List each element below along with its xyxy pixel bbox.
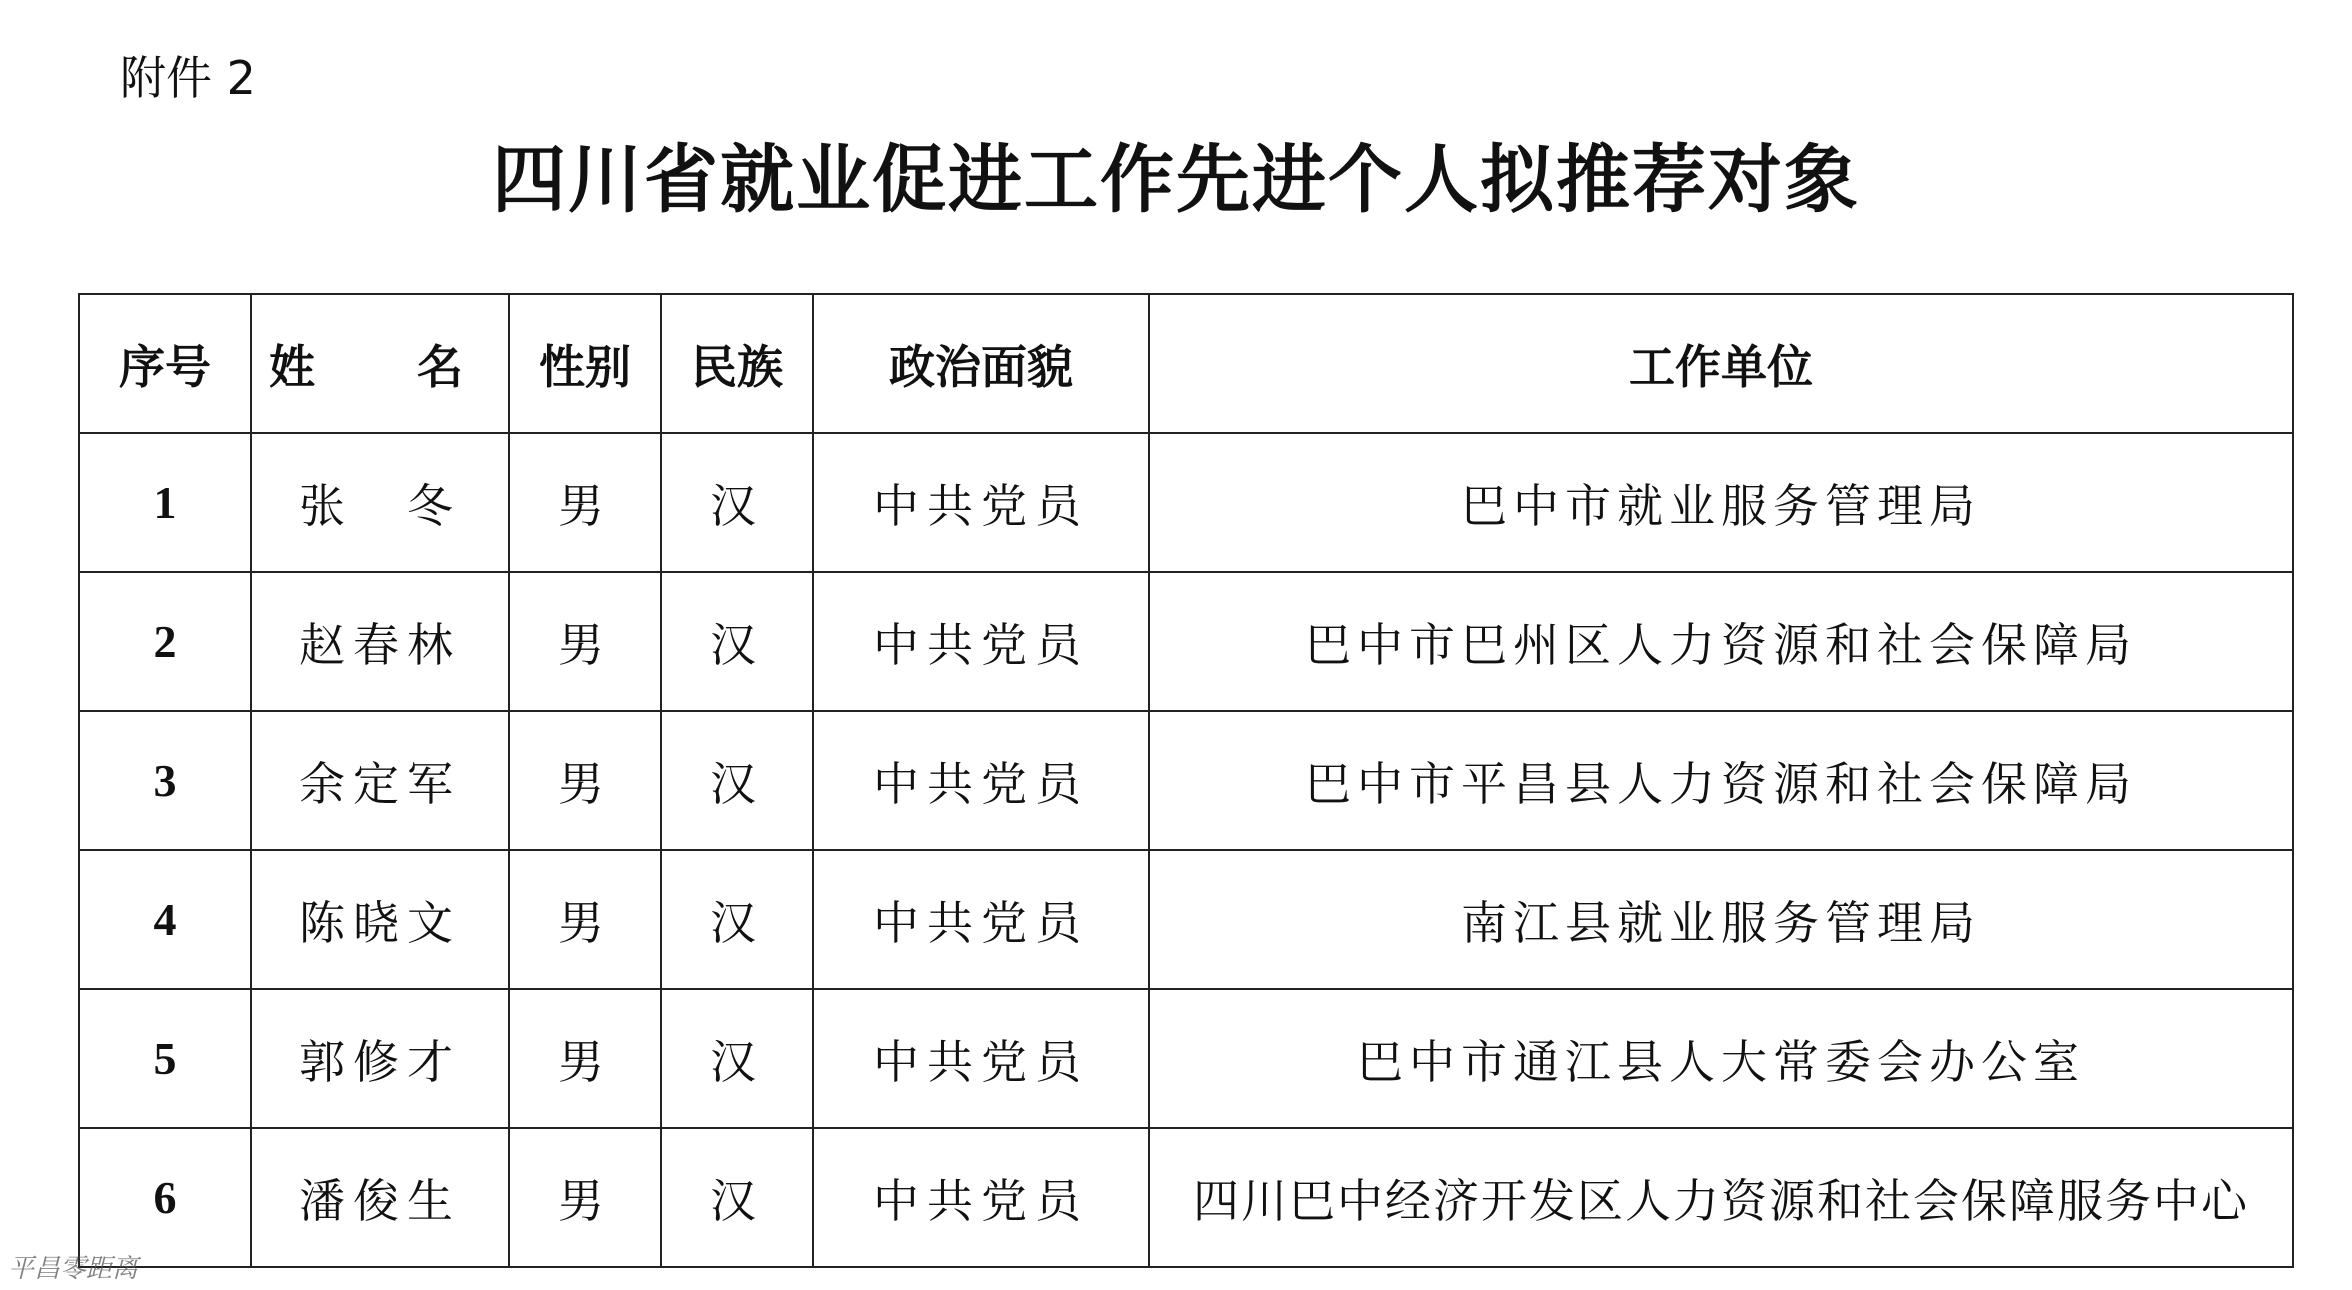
- row-ethnicity: 汉: [661, 989, 813, 1128]
- attachment-label: 附件 2: [120, 51, 256, 105]
- row-gender: 男: [509, 711, 661, 850]
- row-political: 中共党员: [813, 850, 1149, 989]
- row-workplace: 巴中市就业服务管理局: [1149, 433, 2293, 572]
- row-political: 中共党员: [813, 989, 1149, 1128]
- header-name: 姓 名: [251, 294, 509, 433]
- row-workplace: 南江县就业服务管理局: [1149, 850, 2293, 989]
- row-ethnicity: 汉: [661, 850, 813, 989]
- row-gender: 男: [509, 433, 661, 572]
- row-name: 张 冬: [251, 433, 509, 572]
- header-political: 政治面貌: [813, 294, 1149, 433]
- header-workplace: 工作单位: [1149, 294, 2293, 433]
- row-index: 4: [79, 850, 251, 989]
- row-workplace: 四川巴中经济开发区人力资源和社会保障服务中心: [1149, 1128, 2293, 1267]
- row-political: 中共党员: [813, 711, 1149, 850]
- row-index: 1: [79, 433, 251, 572]
- row-workplace: 巴中市巴州区人力资源和社会保障局: [1149, 572, 2293, 711]
- row-index: 6: [79, 1128, 251, 1267]
- table-row: [79, 433, 2293, 572]
- row-gender: 男: [509, 1128, 661, 1267]
- row-name: 陈晓文: [251, 850, 509, 989]
- recommendation-table: [78, 293, 2294, 1268]
- header-gender: 性别: [509, 294, 661, 433]
- table-row: [79, 572, 2293, 711]
- table-row: [79, 850, 2293, 989]
- row-ethnicity: 汉: [661, 1128, 813, 1267]
- row-gender: 男: [509, 572, 661, 711]
- row-political: 中共党员: [813, 1128, 1149, 1267]
- row-workplace: 巴中市通江县人大常委会办公室: [1149, 989, 2293, 1128]
- row-name: 赵春林: [251, 572, 509, 711]
- row-ethnicity: 汉: [661, 711, 813, 850]
- row-name: 潘俊生: [251, 1128, 509, 1267]
- table-row: [79, 989, 2293, 1128]
- row-gender: 男: [509, 850, 661, 989]
- row-index: 2: [79, 572, 251, 711]
- document-title: 四川省就业促进工作先进个人拟推荐对象: [492, 137, 1860, 223]
- row-workplace: 巴中市平昌县人力资源和社会保障局: [1149, 711, 2293, 850]
- row-name: 余定军: [251, 711, 509, 850]
- table-row: [79, 1128, 2293, 1267]
- row-political: 中共党员: [813, 433, 1149, 572]
- row-name: 郭修才: [251, 989, 509, 1128]
- table-row: [79, 711, 2293, 850]
- row-index: 5: [79, 989, 251, 1128]
- row-ethnicity: 汉: [661, 433, 813, 572]
- watermark-logo: 平昌零距离: [8, 1254, 139, 1284]
- row-political: 中共党员: [813, 572, 1149, 711]
- row-index: 3: [79, 711, 251, 850]
- header-index: 序号: [79, 294, 251, 433]
- row-gender: 男: [509, 989, 661, 1128]
- row-ethnicity: 汉: [661, 572, 813, 711]
- header-ethnicity: 民族: [661, 294, 813, 433]
- table-header-row: [79, 294, 2293, 433]
